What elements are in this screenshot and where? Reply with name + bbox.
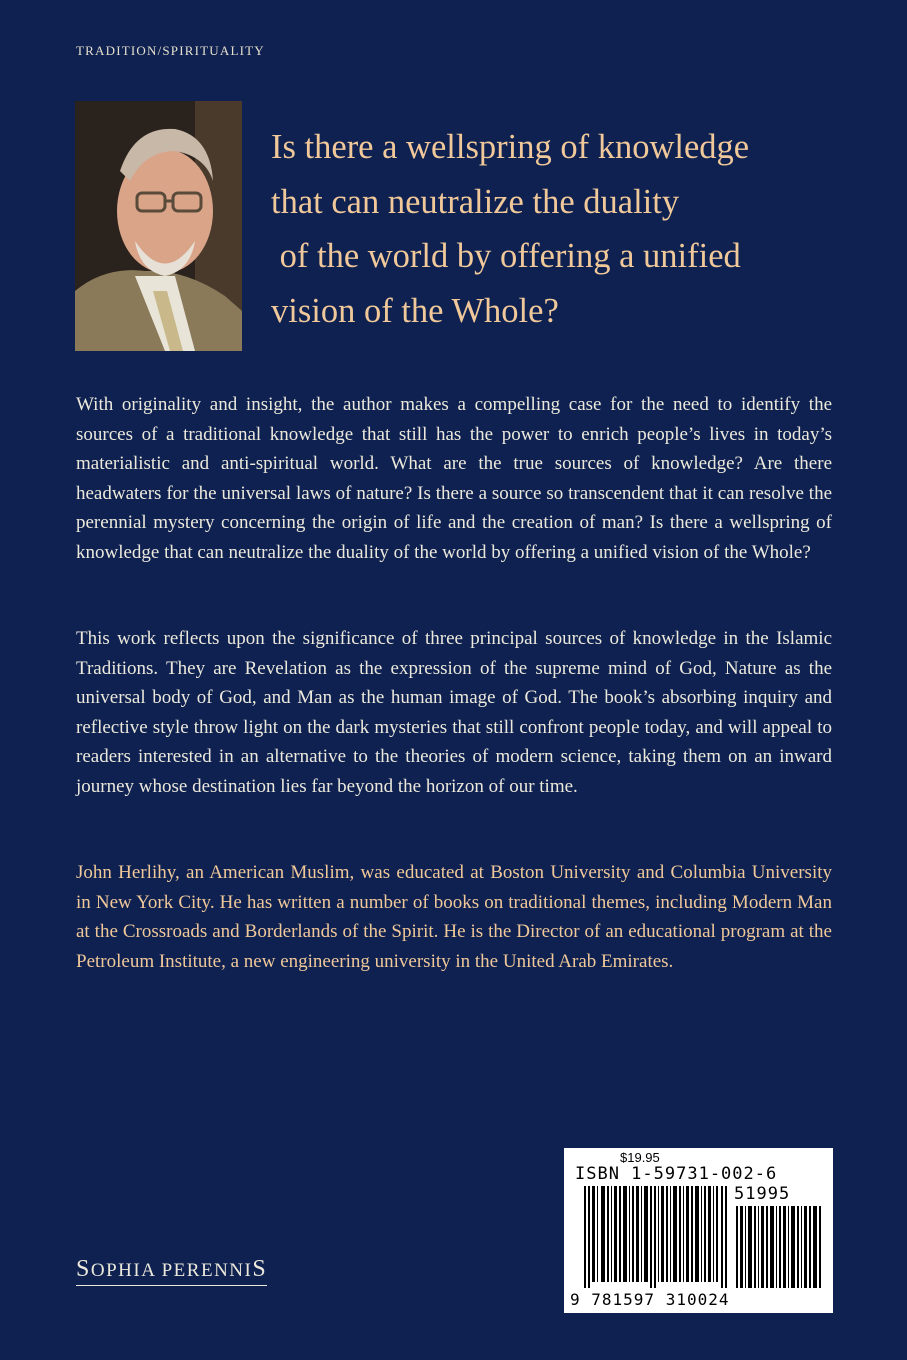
headline-line: vision of the Whole? (271, 291, 559, 330)
ean-barcode-bars (584, 1186, 729, 1288)
author-bio: John Herlihy, an American Muslim, was educated at Boston University and Columbia University in New York City. He has written a number of books on traditional themes, including Modern Man at the Crossroads and Borderlands of the Spirit. He is the Director of an educational program at the Petroleum Institute, a new engineering university in the United Arab Emirates. (76, 862, 832, 972)
category-label: TRADITION/SPIRITUALITY (76, 43, 265, 58)
price: $19.95 (620, 1150, 660, 1165)
ean-number: 9 781597 310024 (570, 1290, 730, 1309)
price-code: 51995 (734, 1184, 791, 1204)
headline-line: of the world by offering a unified (271, 237, 741, 275)
isbn-text: ISBN 1-59731-002-6 (575, 1164, 778, 1184)
publisher-name: OPHIA PERENNI (90, 1260, 253, 1281)
barcode (564, 1148, 833, 1313)
headline-line: Is there a wellspring of knowledge (271, 128, 750, 166)
author-photo (75, 101, 242, 351)
addon-barcode-bars (736, 1206, 824, 1288)
publisher-logo (76, 1256, 267, 1286)
description-paragraph: With originality and insight, the author makes a compelling case for the need to identify the sources of a traditional knowledge that still has the power to enrich people’s lives in today’s materialistic and anti-spiritual world. What are the true sources of knowledge? Are there headwaters for the universal laws of nature? Is there a source so transcendent that it can resolve the perennial mystery concerning the origin of life and the creation of man? Is there a wellspring of knowledge that can neutralize the duality of the world by offering a unified vision of the Whole? (76, 394, 832, 563)
description-paragraph: This work reflects upon the significance of three principal sources of knowledge in the Islamic Traditions. They are Revelation as the expression of the supreme mind of God, Nature as the universal body of God, and Man as the human image of God. The book’s absorbing inquiry and reflective style throw light on the dark mysteries that still confront people today, and will appeal to readers interested in an alternative to the theories of modern science, taking them on an inward journey whose destination lies far beyond the horizon of our time. (76, 628, 832, 797)
headline-line: that can neutralize the duality (271, 182, 680, 221)
publisher-initial: S (76, 1256, 91, 1282)
headline (271, 120, 831, 338)
publisher-final: S (252, 1256, 268, 1282)
